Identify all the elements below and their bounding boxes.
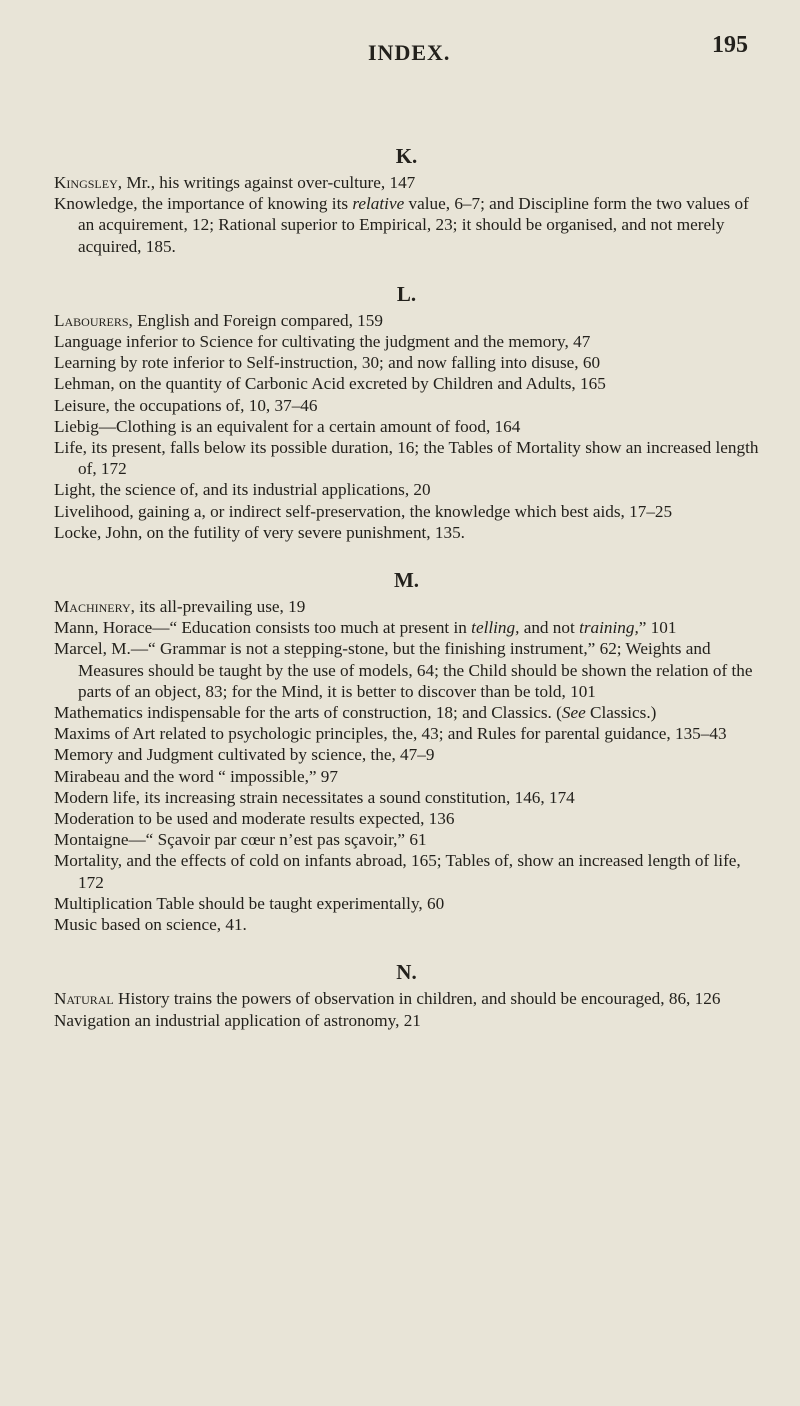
- section-letter: K.: [395, 144, 418, 168]
- entry-text: Mirabeau and the word “ impossible,” 97: [54, 766, 338, 786]
- entry-text: Lehman, on the quantity of Carbonic Acid excreted by Children and Adults, 165: [54, 374, 606, 394]
- entry-text: Locke, John, on the futility of very severe punishment, 135.: [54, 522, 465, 542]
- index-entry: [54, 638, 759, 702]
- index-entry: [54, 617, 759, 638]
- index-entry: [54, 522, 759, 543]
- entry-text: Leisure, the occupations of, 10, 37–46: [54, 395, 318, 415]
- entry-text: Knowledge, the importance of knowing its: [54, 194, 353, 214]
- entry-text: Light, the science of, and its industrial applications, 20: [54, 480, 431, 500]
- entry-italic: training,: [579, 618, 639, 638]
- entry-italic: relative: [352, 194, 405, 214]
- entry-text: Multiplication Table should be taught experimentally, 60: [54, 893, 445, 913]
- entry-list: [54, 310, 759, 543]
- entry-text: Classics.): [585, 703, 657, 723]
- page-number: 195: [712, 32, 748, 58]
- entry-text: Life, its present, falls below its possible duration, 16; the Tables of Mortality show an increased length of, 172: [54, 438, 759, 479]
- entry-text: History trains the powers of observation in children, and should be encouraged, 86, 126: [113, 989, 721, 1009]
- entry-text: , Mr., his writings against over-culture, 147: [117, 173, 416, 192]
- entry-text: Maxims of Art related to psychologic principles, the, 43; and Rules for parental guidance, 135–43: [54, 724, 727, 744]
- index-entry: [54, 988, 759, 1009]
- entry-text: Modern life, its increasing strain necessitates a sound constitution, 146, 174: [54, 787, 575, 807]
- index-entry: [54, 373, 759, 394]
- entry-italic: telling,: [471, 618, 520, 638]
- index-entry: [54, 501, 759, 522]
- index-entry: [54, 787, 759, 808]
- entry-text: Montaigne—“ Sçavoir par cœur n’est pas sçavoir,” 61: [54, 830, 427, 850]
- section-letter: M.: [393, 568, 420, 593]
- entry-list: [54, 988, 759, 1030]
- index-entry: [54, 766, 759, 787]
- index-content: [54, 140, 759, 1031]
- index-entry: [54, 310, 759, 331]
- entry-text: Navigation an industrial application of astronomy, 21: [54, 1010, 421, 1030]
- index-entry: [54, 331, 759, 352]
- index-entry: [54, 744, 759, 765]
- index-entry: [54, 808, 759, 829]
- index-entry: [54, 416, 759, 437]
- entry-text: Language inferior to Science for cultivating the judgment and the memory, 47: [54, 332, 591, 352]
- entry-text: , English and Foreign compared, 159: [128, 310, 383, 330]
- entry-text: Music based on science, 41.: [54, 915, 247, 935]
- entry-list: [54, 172, 759, 257]
- entry-text: Memory and Judgment cultivated by science, the, 47–9: [54, 745, 435, 765]
- entry-text: Mathematics indispensable for the arts of construction, 18; and Classics. (: [54, 703, 562, 723]
- index-entry: [54, 395, 759, 416]
- index-entry: [54, 893, 759, 914]
- index-entry: [54, 437, 759, 479]
- entry-text: Mortality, and the effects of cold on infants abroad, 165; Tables of, show an increased length of life, 172: [54, 851, 741, 892]
- index-entry: [54, 829, 759, 850]
- entry-text: Livelihood, gaining a, or indirect self-preservation, the knowledge which best aids, 17–25: [54, 501, 673, 521]
- index-entry: [54, 914, 759, 935]
- index-section: [54, 956, 759, 1030]
- index-entry: [54, 702, 759, 723]
- running-head-title: INDEX.: [368, 40, 451, 65]
- entry-text: Liebig—Clothing is an equivalent for a certain amount of food, 164: [54, 416, 521, 436]
- index-entry: [54, 193, 759, 257]
- index-section: [54, 564, 759, 935]
- index-entry: [54, 1010, 759, 1031]
- index-section: [54, 278, 759, 543]
- index-entry: [54, 850, 759, 892]
- entry-text: Mann, Horace—“ Education consists too much at present in: [54, 618, 472, 638]
- entry-text: Moderation to be used and moderate results expected, 136: [54, 809, 455, 829]
- entry-text: Learning by rote inferior to Self-instruction, 30; and now falling into disuse, 60: [54, 353, 601, 373]
- entry-headword: Labourers: [54, 310, 129, 330]
- entry-list: [54, 596, 759, 935]
- running-head: [0, 30, 800, 70]
- section-letter: L.: [396, 281, 417, 306]
- index-section: [54, 140, 759, 257]
- entry-text: value, 6–7; and Discipline form the two values of an acquirement, 12; Rational superior to Empirical, 23; it should be organised, and not merely acquired, 185.: [78, 194, 749, 256]
- entry-headword: Machinery: [54, 597, 131, 617]
- entry-text: , its all-prevailing use, 19: [130, 597, 306, 617]
- index-entry: [54, 352, 759, 373]
- index-entry: [54, 479, 759, 500]
- entry-italic: See: [561, 703, 586, 723]
- index-entry: [54, 723, 759, 744]
- entry-text: and not: [519, 618, 580, 638]
- entry-text: ” 101: [638, 618, 677, 638]
- index-entry: [54, 596, 759, 617]
- index-entry: [54, 172, 759, 193]
- entry-text: Marcel, M.—“ Grammar is not a stepping-stone, but the finishing instrument,” 62; Weights and Measures should be taught by the use of models, 64; the Child should be shown the relation of the parts of an object, 83; for the Mind, it is better to discover than be told, 101: [54, 639, 753, 701]
- entry-headword: Natural: [54, 989, 114, 1009]
- entry-headword: Kingsley: [54, 173, 118, 192]
- section-letter: N.: [396, 960, 417, 985]
